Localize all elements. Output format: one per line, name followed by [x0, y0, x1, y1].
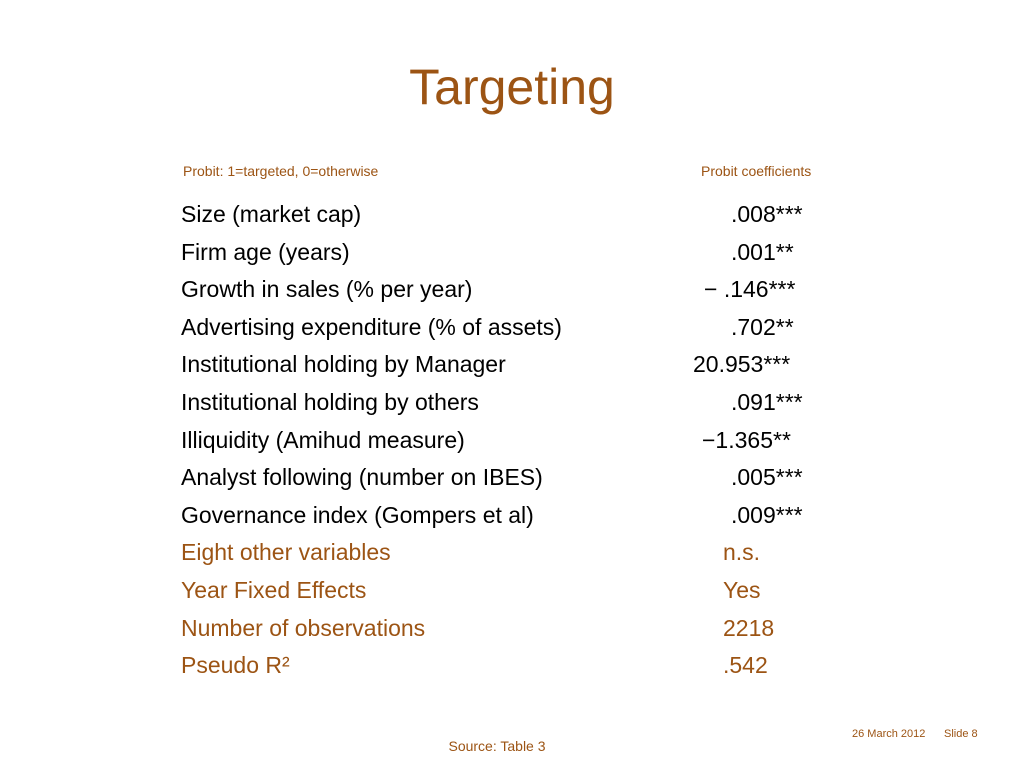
table-row [0, 534, 1024, 572]
row-label: Analyst following (number on IBES) [181, 464, 543, 491]
row-label: Number of observations [181, 614, 426, 641]
row-value: .702** [731, 313, 794, 340]
table-row [0, 196, 1024, 234]
footer-slide-number: Slide 8 [944, 728, 978, 740]
table-header-right: Probit coefficients [701, 163, 812, 179]
row-value: .005*** [731, 464, 803, 491]
row-value: .009*** [731, 501, 803, 528]
table-row [0, 497, 1024, 535]
table-row [0, 459, 1024, 497]
table-row [0, 384, 1024, 422]
results-table [0, 196, 1024, 685]
row-label: Institutional holding by others [181, 388, 479, 415]
row-value: .001** [731, 238, 794, 265]
row-value: − .146*** [704, 276, 796, 303]
row-value: .542 [723, 652, 768, 679]
row-value: 2218 [723, 614, 775, 641]
row-value: 20.953*** [693, 351, 791, 378]
row-value: n.s. [723, 539, 761, 566]
table-row [0, 234, 1024, 272]
row-label: Institutional holding by Manager [181, 351, 506, 378]
table-row [0, 572, 1024, 610]
row-value: .008*** [731, 201, 803, 227]
row-value: −1.365** [702, 426, 791, 453]
row-label: Size (market cap) [181, 201, 362, 227]
row-label: Governance index (Gompers et al) [181, 501, 534, 528]
table-row [0, 610, 1024, 648]
table-row [0, 647, 1024, 685]
table-row [0, 271, 1024, 309]
table-row [0, 422, 1024, 460]
row-label: Growth in sales (% per year) [181, 276, 473, 303]
table-row [0, 346, 1024, 384]
slide-title: Targeting [409, 59, 615, 115]
footer-date: 26 March 2012 [852, 728, 926, 740]
row-label: Eight other variables [181, 539, 391, 566]
footer-source: Source: Table 3 [448, 738, 546, 754]
table-header-left: Probit: 1=targeted, 0=otherwise [183, 163, 379, 179]
table-row [0, 309, 1024, 347]
row-label: Advertising expenditure (% of assets) [181, 313, 562, 340]
row-label: Illiquidity (Amihud measure) [181, 426, 465, 453]
row-value: Yes [723, 576, 761, 603]
row-label: Firm age (years) [181, 238, 350, 265]
row-label: Pseudo R² [181, 652, 290, 679]
row-label: Year Fixed Effects [181, 576, 367, 603]
row-value: .091*** [731, 388, 803, 415]
